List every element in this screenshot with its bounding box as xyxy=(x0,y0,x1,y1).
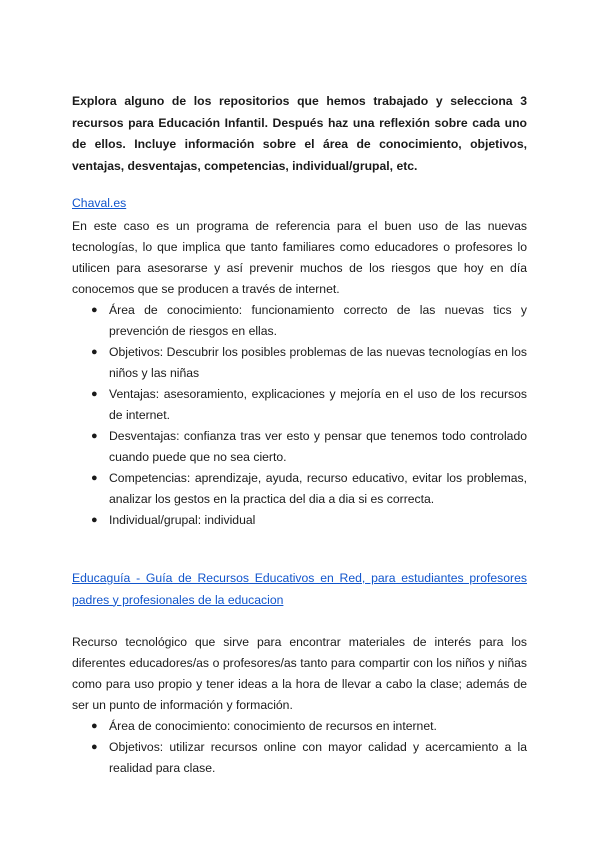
bullet-icon: ● xyxy=(91,430,98,442)
list-item: ● Individual/grupal: individual xyxy=(72,510,527,531)
section-1-heading xyxy=(72,193,527,215)
bullet-icon: ● xyxy=(91,741,98,753)
list-item: ● Competencias: aprendizaje, ayuda, recurso educativo, evitar los problemas, analizar los gestos en la practica del dia a dia si es correcta. xyxy=(72,468,527,510)
list-item: ● Ventajas: asesoramiento, explicaciones y mejoría en el uso de los recursos de internet. xyxy=(72,384,527,426)
list-item: ● Área de conocimiento: conocimiento de recursos en internet. xyxy=(72,716,527,737)
assignment-prompt: Explora alguno de los repositorios que hemos trabajado y selecciona 3 recursos para Educación Infantil. Después haz una reflexión sobre cada uno de ellos. Incluye información sobre el área de conocimiento, objetivos, ventajas, desventajas, competencias, individual/grupal, etc. xyxy=(72,94,527,173)
educaguia-link[interactable]: Educaguía - Guía de Recursos Educativos en Red, para estudiantes profesores padres y profesionales de la educacion xyxy=(72,571,527,607)
bullet-icon: ● xyxy=(91,346,98,358)
list-item: ● Objetivos: Descubrir los posibles problemas de las nuevas tecnologías en los niños y las niñas xyxy=(72,342,527,384)
section-2-heading xyxy=(72,568,527,611)
section-2-body xyxy=(72,632,527,779)
section-2-paragraph: Recurso tecnológico que sirve para encontrar materiales de interés para los diferentes educadores/as o profesores/as tanto para compartir con los niños y niñas como para uso propio y tener ideas a la hora de llevar a cabo la clase; además de ser un punto de información y formación. xyxy=(72,635,527,712)
bullet-icon: ● xyxy=(91,472,98,484)
section-1-paragraph: En este caso es un programa de referencia para el buen uso de las nuevas tecnologías, lo que implica que tanto familiares como educadores o profesores lo utilicen para asesorarse y así prevenir muchos de los riesgos que hoy en día conocemos que se producen a través de internet. xyxy=(72,219,527,296)
section-1-body xyxy=(72,216,527,531)
list-item: ● Objetivos: utilizar recursos online con mayor calidad y acercamiento a la realidad para clase. xyxy=(72,737,527,779)
bullet-icon: ● xyxy=(91,388,98,400)
list-item: ● Área de conocimiento: funcionamiento correcto de las nuevas tics y prevención de riesgos en ellas. xyxy=(72,300,527,342)
section-2-bullet-list xyxy=(72,716,527,779)
bullet-icon: ● xyxy=(91,514,98,526)
list-item: ● Desventajas: confianza tras ver esto y pensar que tenemos todo controlado cuando puede que no sea cierto. xyxy=(72,426,527,468)
section-1-bullet-list xyxy=(72,300,527,531)
bullet-icon: ● xyxy=(91,304,98,316)
chavales-link[interactable]: Chaval.es xyxy=(72,196,127,210)
bullet-icon: ● xyxy=(91,720,98,732)
